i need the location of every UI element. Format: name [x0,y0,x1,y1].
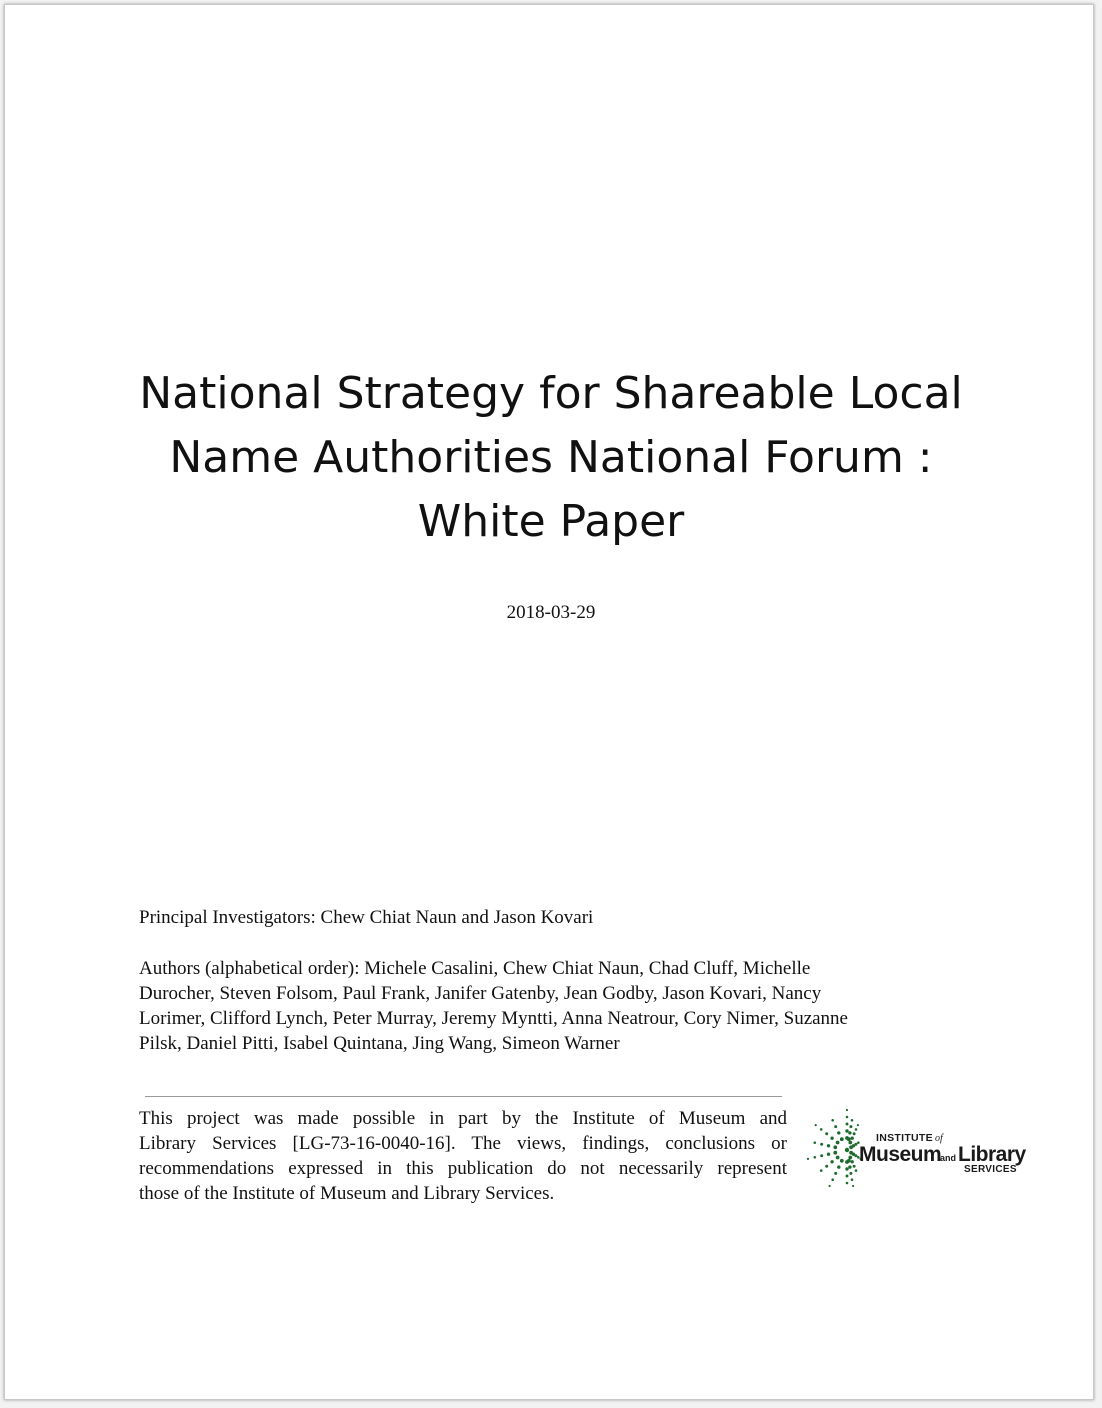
document-date: 2018-03-29 [506,602,596,623]
authors-line-2: Durocher, Steven Folsom, Paul Frank, Janifer Gatenby, Jean Godby, Jason Kovari, Nancy [139,983,822,1004]
funding-line-4: those of the Institute of Museum and Library Services. [139,1183,555,1204]
logo-museum-text: Museum [859,1143,942,1166]
logo-services-text: SERVICES [964,1164,1017,1175]
logo-of-text: of [935,1133,943,1144]
funding-statement [139,1106,787,1206]
logo-institute-text: INSTITUTE [876,1132,933,1144]
authors-list [139,956,959,1056]
title-line-3: White Paper [417,496,685,547]
logo-and-text: and [940,1153,957,1163]
funding-line-1: This project was made possible in part by the Institute of Museum and [139,1108,787,1129]
logo-library-text: Library [958,1143,1026,1166]
authors-line-1: Authors (alphabetical order): Michele Casalini, Chew Chiat Naun, Chad Cluff, Michelle [139,958,811,979]
imls-logo [804,1104,1040,1196]
document-title [0,362,1102,554]
principal-investigators: Principal Investigators: Chew Chiat Naun and Jason Kovari [139,907,594,928]
title-line-1: National Strategy for Shareable Local [139,368,963,419]
authors-line-3: Lorimer, Clifford Lynch, Peter Murray, Jeremy Myntti, Anna Neatrour, Cory Nimer, Suzanne [139,1008,848,1029]
imls-starburst-icon [807,1109,862,1187]
authors-line-4: Pilsk, Daniel Pitti, Isabel Quintana, Jing Wang, Simeon Warner [139,1033,620,1054]
title-line-2: Name Authorities National Forum : [169,432,933,483]
funding-line-2: Library Services [LG-73-16-0040-16]. The views, findings, conclusions or [139,1133,787,1154]
footnote-divider [145,1096,782,1097]
funding-line-3: recommendations expressed in this publication do not necessarily represent [139,1158,787,1179]
